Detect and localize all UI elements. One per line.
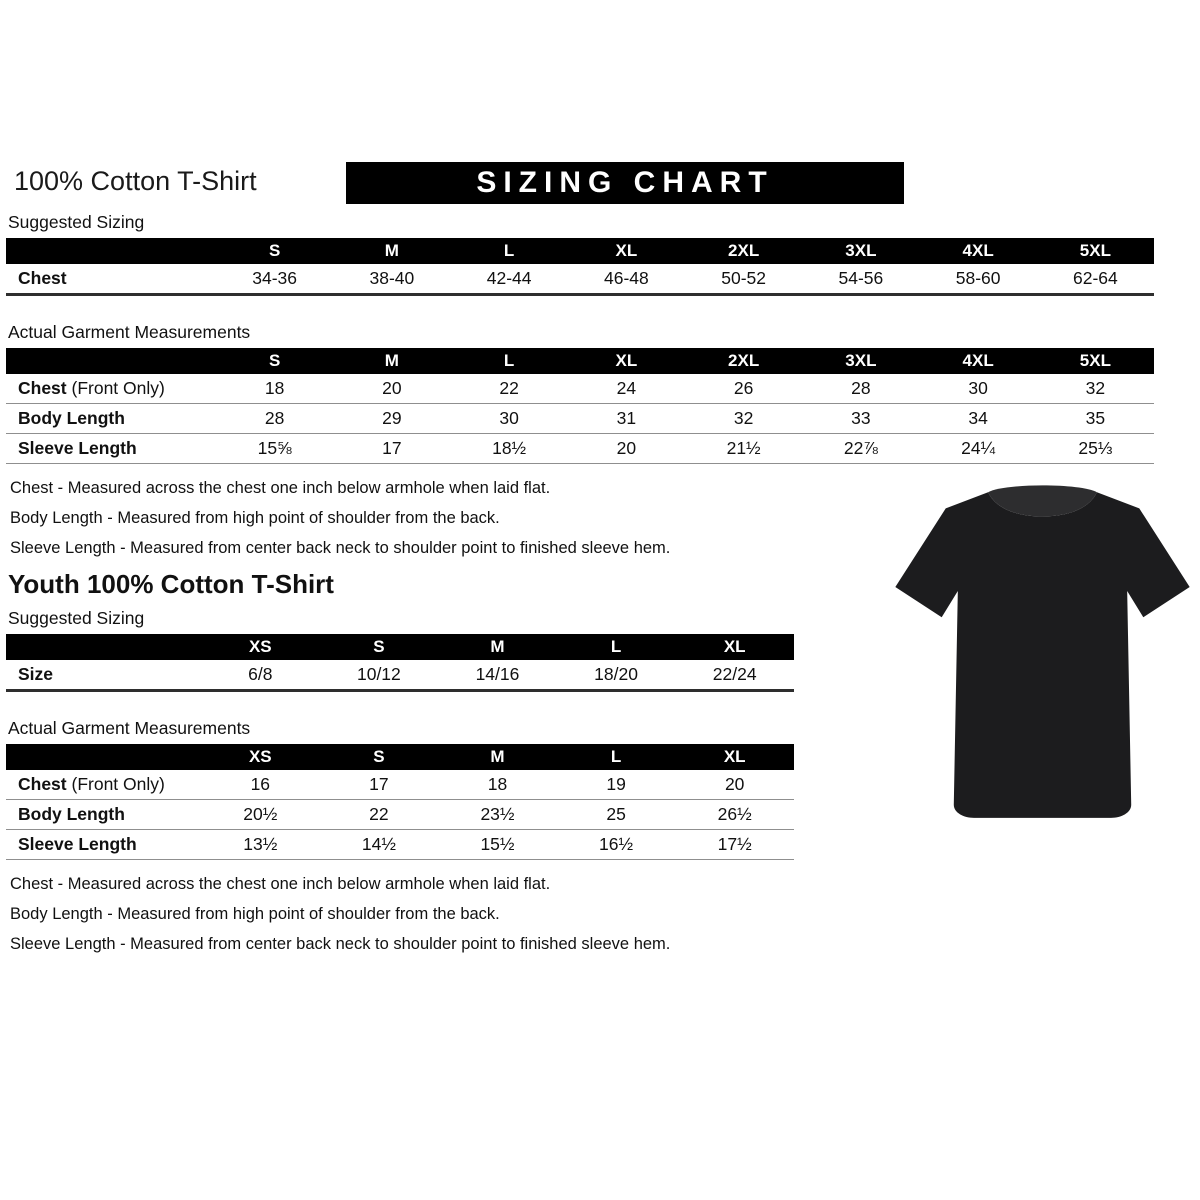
size-header-row: [6, 744, 794, 770]
row-label: [6, 830, 201, 860]
cell-value: 15⅝: [216, 434, 333, 464]
size-col-header-s: S: [216, 238, 333, 264]
size-col-header-xs: XS: [201, 634, 320, 660]
size-col-header-s: S: [320, 744, 439, 770]
cell-value: 54-56: [802, 264, 919, 294]
body-length-row: [6, 404, 1154, 434]
cell-value: 32: [1037, 374, 1154, 404]
size-col-header-xl: XL: [675, 634, 794, 660]
row-label-bold: Body Length: [18, 408, 125, 428]
youth-measurement-notes: [6, 875, 1156, 954]
cell-value: 30: [920, 374, 1037, 404]
size-col-header-m: M: [333, 348, 450, 374]
cell-value: 50-52: [685, 264, 802, 294]
size-col-header-3xl: 3XL: [802, 348, 919, 374]
cell-value: 17½: [675, 830, 794, 860]
size-col-header-4xl: 4XL: [920, 238, 1037, 264]
size-col-header-4xl: 4XL: [920, 348, 1037, 374]
row-label: [6, 770, 201, 800]
cell-value: 28: [216, 404, 333, 434]
adult-actual-measurements-table: [6, 348, 1154, 465]
note-chest: Chest - Measured across the chest one inch below armhole when laid flat.: [10, 479, 551, 497]
cell-value: 13½: [201, 830, 320, 860]
adult-actual-measurements-label: Actual Garment Measurements: [8, 321, 251, 342]
youth-title: Youth 100% Cotton T-Shirt: [8, 569, 334, 599]
cell-value: 20: [568, 434, 685, 464]
cell-value: 17: [320, 770, 439, 800]
cell-value: 22: [320, 800, 439, 830]
size-col-header-l: L: [451, 348, 568, 374]
size-col-header-xs: XS: [201, 744, 320, 770]
cell-value: 26½: [675, 800, 794, 830]
cell-value: 6/8: [201, 660, 320, 690]
row-label: [6, 374, 216, 404]
cell-value: 18/20: [557, 660, 676, 690]
sleeve-length-row: [6, 434, 1154, 464]
cell-value: 34-36: [216, 264, 333, 294]
cell-value: 30: [451, 404, 568, 434]
cell-value: 31: [568, 404, 685, 434]
row-label: [6, 800, 201, 830]
cell-value: 18: [438, 770, 557, 800]
tshirt-product-image: [890, 466, 1195, 841]
cell-value: 28: [802, 374, 919, 404]
cell-value: 22⅞: [802, 434, 919, 464]
row-label: Size: [6, 660, 201, 690]
row-label-suffix: (Front Only): [66, 773, 165, 794]
size-header-row: [6, 634, 794, 660]
row-label: [6, 404, 216, 434]
cell-value: 19: [557, 770, 676, 800]
cell-value: 21½: [685, 434, 802, 464]
size-col-header-s: S: [216, 348, 333, 374]
cell-value: 23½: [438, 800, 557, 830]
cell-value: 58-60: [920, 264, 1037, 294]
cell-value: 20: [675, 770, 794, 800]
cell-value: 16½: [557, 830, 676, 860]
size-col-header-l: L: [557, 634, 676, 660]
size-col-header-5xl: 5XL: [1037, 348, 1154, 374]
cell-value: 26: [685, 374, 802, 404]
chest-row: [6, 374, 1154, 404]
sizing-chart-banner: SIZING CHART: [346, 162, 904, 204]
cell-value: 34: [920, 404, 1037, 434]
cell-value: 22/24: [675, 660, 794, 690]
adult-suggested-sizing-table: [6, 238, 1154, 296]
chest-row: [6, 264, 1154, 294]
size-col-header-s: S: [320, 634, 439, 660]
blank-header-cell: [6, 348, 216, 374]
row-label-bold: Body Length: [18, 804, 125, 824]
adult-suggested-sizing-label: Suggested Sizing: [8, 212, 145, 232]
cell-value: 24¼: [920, 434, 1037, 464]
size-col-header-xl: XL: [675, 744, 794, 770]
youth-suggested-sizing-label: Suggested Sizing: [8, 608, 145, 628]
size-col-header-l: L: [451, 238, 568, 264]
row-label-bold: Chest: [18, 773, 67, 794]
chest-row: [6, 770, 794, 800]
size-row: [6, 660, 794, 690]
size-col-header-m: M: [438, 744, 557, 770]
size-header-row: [6, 348, 1154, 374]
cell-value: 16: [201, 770, 320, 800]
tshirt-graphic: [890, 466, 1195, 841]
cell-value: 18½: [451, 434, 568, 464]
cell-value: 17: [333, 434, 450, 464]
blank-header-cell: [6, 634, 201, 660]
cell-value: 33: [802, 404, 919, 434]
cell-value: 20: [333, 374, 450, 404]
youth-actual-measurements-table: [6, 744, 794, 861]
row-label-bold: Chest: [18, 377, 67, 398]
adult-title: 100% Cotton T-Shirt: [14, 166, 257, 196]
size-col-header-l: L: [557, 744, 676, 770]
cell-value: 22: [451, 374, 568, 404]
size-col-header-5xl: 5XL: [1037, 238, 1154, 264]
size-col-header-m: M: [438, 634, 557, 660]
blank-header-cell: [6, 238, 216, 264]
size-col-header-2xl: 2XL: [685, 348, 802, 374]
cell-value: 10/12: [320, 660, 439, 690]
sleeve-length-row: [6, 830, 794, 860]
blank-header-cell: [6, 744, 201, 770]
row-label-bold: Sleeve Length: [18, 438, 137, 458]
cell-value: 29: [333, 404, 450, 434]
size-col-header-3xl: 3XL: [802, 238, 919, 264]
cell-value: 32: [685, 404, 802, 434]
tshirt-body-shape: [895, 492, 1189, 818]
cell-value: 25: [557, 800, 676, 830]
row-label-bold: Sleeve Length: [18, 834, 137, 854]
size-col-header-xl: XL: [568, 348, 685, 374]
note-chest: Chest - Measured across the chest one inch below armhole when laid flat.: [10, 875, 551, 893]
cell-value: 42-44: [451, 264, 568, 294]
row-label-suffix: (Front Only): [66, 377, 165, 398]
youth-suggested-sizing-table: [6, 634, 794, 692]
cell-value: 24: [568, 374, 685, 404]
cell-value: 46-48: [568, 264, 685, 294]
size-header-row: [6, 238, 1154, 264]
size-col-header-xl: XL: [568, 238, 685, 264]
cell-value: 35: [1037, 404, 1154, 434]
row-label: [6, 434, 216, 464]
youth-actual-measurements-label: Actual Garment Measurements: [8, 717, 251, 738]
cell-value: 14½: [320, 830, 439, 860]
body-length-row: [6, 800, 794, 830]
cell-value: 18: [216, 374, 333, 404]
note-sleeve-length: Sleeve Length - Measured from center back neck to shoulder point to finished sleeve hem.: [10, 935, 671, 953]
header-area: [6, 160, 1156, 208]
cell-value: 38-40: [333, 264, 450, 294]
size-col-header-m: M: [333, 238, 450, 264]
cell-value: 20½: [201, 800, 320, 830]
cell-value: 15½: [438, 830, 557, 860]
note-sleeve-length: Sleeve Length - Measured from center back neck to shoulder point to finished sleeve hem.: [10, 539, 671, 557]
cell-value: 14/16: [438, 660, 557, 690]
cell-value: 25⅓: [1037, 434, 1154, 464]
cell-value: 62-64: [1037, 264, 1154, 294]
size-col-header-2xl: 2XL: [685, 238, 802, 264]
note-body-length: Body Length - Measured from high point of shoulder from the back.: [10, 905, 500, 923]
note-body-length: Body Length - Measured from high point of shoulder from the back.: [10, 509, 500, 527]
row-label: Chest: [6, 264, 216, 294]
